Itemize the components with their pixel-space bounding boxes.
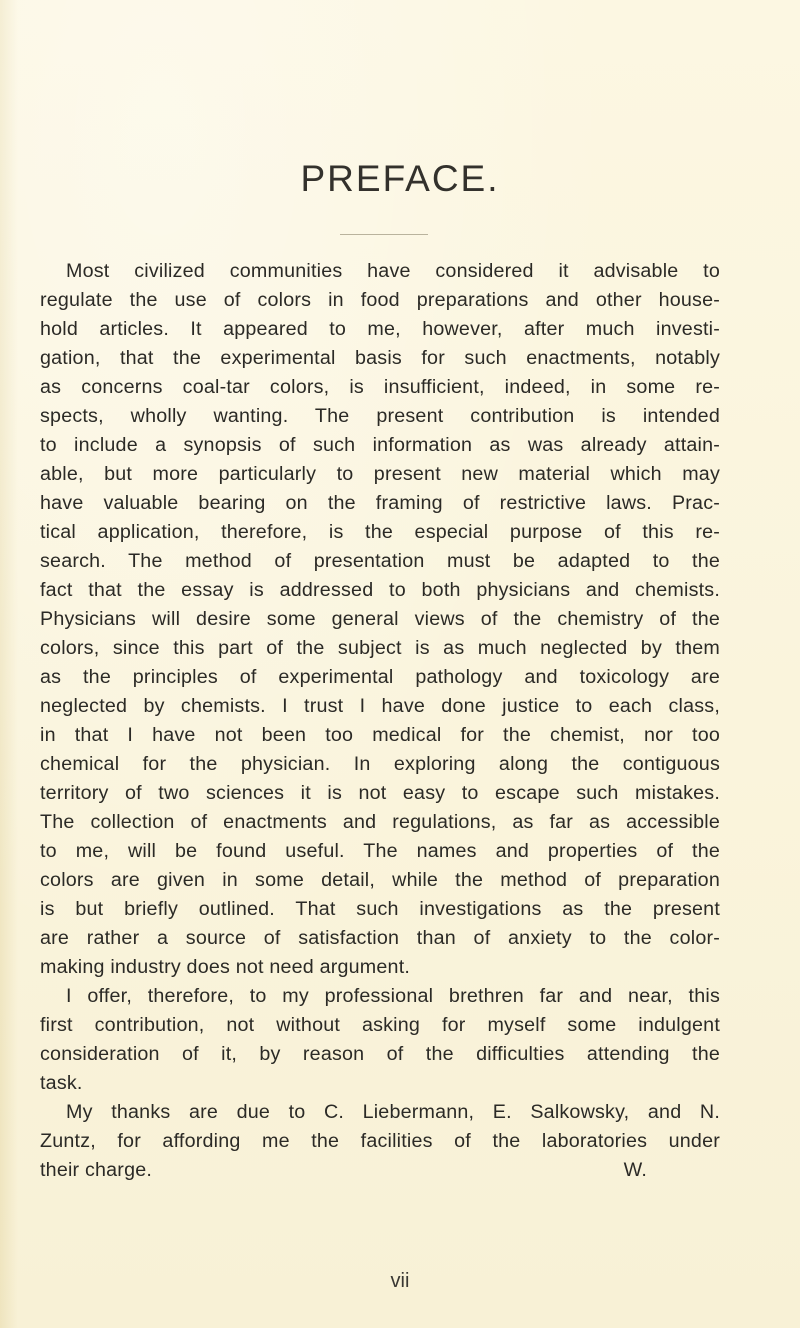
text-line: neglected by chemists. I trust I have done justice to each class, xyxy=(40,695,720,717)
page-number: vii xyxy=(390,1270,410,1292)
text-line: chemical for the physician. In exploring along the contiguous xyxy=(40,753,720,775)
text-line: to include a synopsis of such information as was already attain- xyxy=(40,434,720,456)
text-line: search. The method of presentation must be adapted to the xyxy=(40,550,720,572)
closing-text: their charge. xyxy=(40,1159,153,1181)
text-line: territory of two sciences it is not easy to escape such mistakes. xyxy=(40,782,720,804)
text-line: consideration of it, by reason of the difficulties attending the xyxy=(40,1043,720,1065)
text-line: Most civilized communities have considered it advisable to xyxy=(66,260,720,282)
text-line: Zuntz, for affording me the facilities of the laboratories under xyxy=(40,1130,720,1152)
text-line: hold articles. It appeared to me, however, after much investi- xyxy=(40,318,720,340)
paragraph-2 xyxy=(40,982,720,1098)
text-line xyxy=(40,1156,720,1185)
text-line: I offer, therefore, to my professional brethren far and near, this xyxy=(66,985,720,1007)
text-line: as the principles of experimental pathology and toxicology are xyxy=(40,666,720,688)
text-line: tical application, therefore, is the especial purpose of this re- xyxy=(40,521,720,543)
text-line: are rather a source of satisfaction than of anxiety to the color- xyxy=(40,927,720,949)
text-line: making industry does not need argument. xyxy=(40,956,411,978)
text-line: as concerns coal-tar colors, is insufficient, indeed, in some re- xyxy=(40,376,720,398)
page-title: PREFACE. xyxy=(300,158,500,199)
text-line: spects, wholly wanting. The present contribution is intended xyxy=(40,405,720,427)
preface-text xyxy=(40,257,720,1185)
text-line: My thanks are due to C. Liebermann, E. Salkowsky, and N. xyxy=(66,1101,720,1123)
text-line: is but briefly outlined. That such investigations as the present xyxy=(40,898,720,920)
text-line: to me, will be found useful. The names and properties of the xyxy=(40,840,720,862)
text-line: regulate the use of colors in food preparations and other house- xyxy=(40,289,720,311)
text-line: task. xyxy=(40,1072,83,1094)
text-line: gation, that the experimental basis for such enactments, notably xyxy=(40,347,720,369)
paragraph-1 xyxy=(40,257,720,982)
text-line: colors are given in some detail, while the method of preparation xyxy=(40,869,720,891)
text-line: colors, since this part of the subject is as much neglected by them xyxy=(40,637,720,659)
text-line: have valuable bearing on the framing of restrictive laws. Prac- xyxy=(40,492,720,514)
text-line: first contribution, not without asking for myself some indulgent xyxy=(40,1014,720,1036)
text-line: in that I have not been too medical for the chemist, nor too xyxy=(40,724,720,746)
text-line: Physicians will desire some general views of the chemistry of the xyxy=(40,608,720,630)
text-line: fact that the essay is addressed to both physicians and chemists. xyxy=(40,579,720,601)
title-rule xyxy=(340,234,428,235)
signature-initial: W. xyxy=(623,1159,647,1181)
text-line: able, but more particularly to present new material which may xyxy=(40,463,720,485)
text-line: The collection of enactments and regulations, as far as accessible xyxy=(40,811,720,833)
paragraph-3 xyxy=(40,1098,720,1185)
